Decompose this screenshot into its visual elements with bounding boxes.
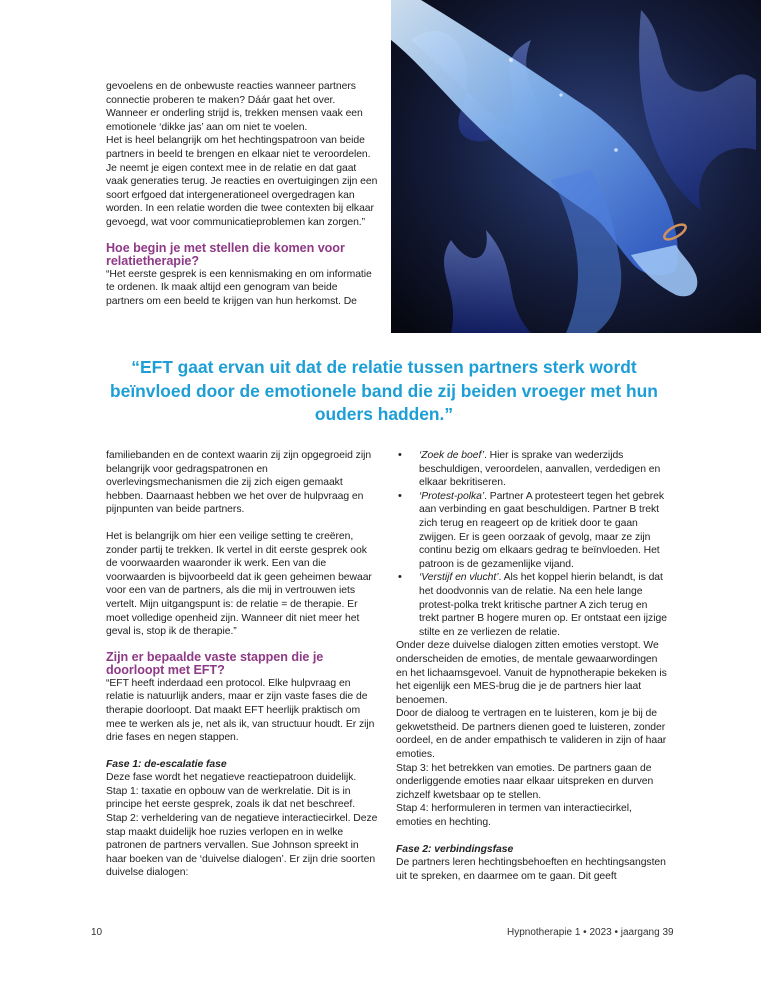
paragraph: “EFT heeft inderdaad een protocol. Elke hulpvraag en relatie is natuurlijk anders, maar er zijn vaste fases die de therapie doorloopt. Dat maakt EFT heerlijk praktisch om mee te werken als je, net als ik, van structuur houdt. Er zijn drie fases en negen stappen. bbox=[106, 677, 375, 744]
paragraph: Stap 2: verheldering van de negatieve interactiecirkel. Deze stap maakt duidelijk hoe ruzies verlopen en in welke patronen de partners vervallen. Sue Johnson spreekt in haar boeken van de ‘duivelse dialogen’. Er zijn drie soorten duivelse dialogen: bbox=[106, 813, 378, 879]
pull-quote: “EFT gaat ervan uit dat de relatie tussen partners sterk wordt beïnvloed door de emotionele band die zij beiden vroeger met hun ouders hadden.” bbox=[110, 357, 658, 424]
paragraph: Stap 3: het betrekken van emoties. De partners gaan de onderliggende emoties naar elkaar uitspreken en durven zichzelf kwetsbaar op te stellen. bbox=[396, 762, 654, 801]
dialog-term: ‘Zoek de boef’ bbox=[419, 450, 484, 461]
list-item bbox=[396, 490, 670, 572]
section-question: Hoe begin je met stellen die komen voor relatietherapie? bbox=[106, 240, 345, 268]
paragraph: De partners leren hechtingsbehoeften en hechtingsangsten uit te spreken, en daarmee om te gaan. Dit geeft bbox=[396, 857, 666, 882]
section-question: Zijn er bepaalde vaste stappen die je doorloopt met EFT? bbox=[106, 649, 324, 677]
dialog-term: ‘Protest-polka’ bbox=[419, 490, 485, 502]
top-column bbox=[106, 80, 378, 308]
phase-heading: Fase 1: de-escalatie fase bbox=[106, 758, 227, 770]
list-item-text: . Hier is sprake van wederzijds beschuldigen, veroordelen, aanvallen, verdedigen en elkaar bekritiseren. bbox=[419, 450, 661, 489]
list-item bbox=[396, 449, 670, 490]
paragraph: Stap 1: taxatie en opbouw van de werkrelatie. Dit is in principe het eerste gesprek, zoals ik dat net beschreef. bbox=[106, 785, 356, 811]
hero-photo-blue-hands bbox=[391, 0, 761, 333]
paragraph: familiebanden en de context waarin zij zijn opgegroeid zijn belangrijk voor gedragspatronen en overlevingsmechanismen die zij zich eigen gemaakt hebben. Daarnaast hebben we het over de hulpvraag en pijnpunten van beide partners. bbox=[106, 450, 372, 516]
paragraph: Stap 4: herformuleren in termen van interactiecirkel, emoties en hechting. bbox=[396, 803, 632, 829]
journal-footer: Hypnotherapie 1 • 2023 • jaargang 39 bbox=[507, 927, 674, 938]
dialog-term: ‘Verstijf en vlucht’ bbox=[419, 572, 499, 584]
paragraph: Onder deze duivelse dialogen zitten emoties verstopt. We onderscheiden de emoties, de mentale gewaarwordingen en het lichaamsgevoel. Vanuit de hypnotherapie bekeken is het eigenlijk een MES-brug die je de partners hier laat benoemen. bbox=[396, 640, 667, 706]
paragraph: Deze fase wordt het negatieve reactiepatroon duidelijk. bbox=[106, 772, 357, 784]
paragraph: Het is belangrijk om hier een veilige setting te creëren, zonder partij te trekken. Ik vertel in dit eerste gesprek ook de voorwaarden waaronder ik werk. Een van die voorwaarden is bijvoorbeeld dat ik geen geheimen bewaar voor een van de partners, als die mij in vertrouwen iets vertelt. Mijn uitgangspunt is: de relatie = de therapie. Er moet volledige openheid zijn. Wanneer dit niet meer het geval is, stop ik de therapie.” bbox=[106, 530, 372, 638]
paragraph: “Het eerste gesprek is een kennismaking en om informatie te ordenen. Ik maak altijd een genogram van beide partners om een beeld te krijgen van hun herkomst. De bbox=[106, 268, 372, 307]
phase-heading: Fase 2: verbindingsfase bbox=[396, 843, 514, 855]
right-column bbox=[396, 449, 670, 883]
paragraph: gevoelens en de onbewuste reacties wanneer partners connectie proberen te maken? Dáár gaat het over. Wanneer er onderling strijd is, trekken mensen vaak een emotionele ‘dikke jas’ aan om niet te voelen. bbox=[106, 81, 363, 133]
left-column bbox=[106, 449, 380, 880]
page-number: 10 bbox=[91, 927, 103, 938]
list-item-text: . Partner A protesteert tegen het gebrek aan verbinding en gaat beschuldigen. Partner B trekt zich terug en reageert op de kritiek door te gaan zwijgen. Er is geen oorzaak of gevolg, maar ze zijn continu bezig om elkaars gedrag te beïnvloeden. Het patroon is de gezamenlijke vijand. bbox=[419, 490, 665, 570]
paragraph: Door de dialoog te vertragen en te luisteren, kom je bij de gekwetstheid. De partners dienen goed te luisteren, zonder oordeel, en de ander empathisch te valideren in zijn of haar emoties. bbox=[396, 708, 667, 761]
list-item-text: . Als het koppel hierin belandt, is dat het doodvonnis van de relatie. Na een hele lange protest-polka trekt kritische partner A zich terug en trekt partner B hogere muren op. Er ontstaat een ijzige stilte en ze verliezen de relatie. bbox=[419, 572, 667, 638]
paragraph: Het is heel belangrijk om het hechtingspatroon van beide partners in beeld te brengen en elkaar niet te veroordelen. Je neemt je eigen context mee in de relatie en dat gaat vaak generaties terug. Je reacties en overtuigingen zijn een soort erfgoed dat intergenerationeel overgedragen kan worden. In een relatie worden die twee contexten bij elkaar gevoegd, wat voor communicatieproblemen kan zorgen.” bbox=[106, 135, 378, 228]
list-item bbox=[396, 571, 670, 639]
